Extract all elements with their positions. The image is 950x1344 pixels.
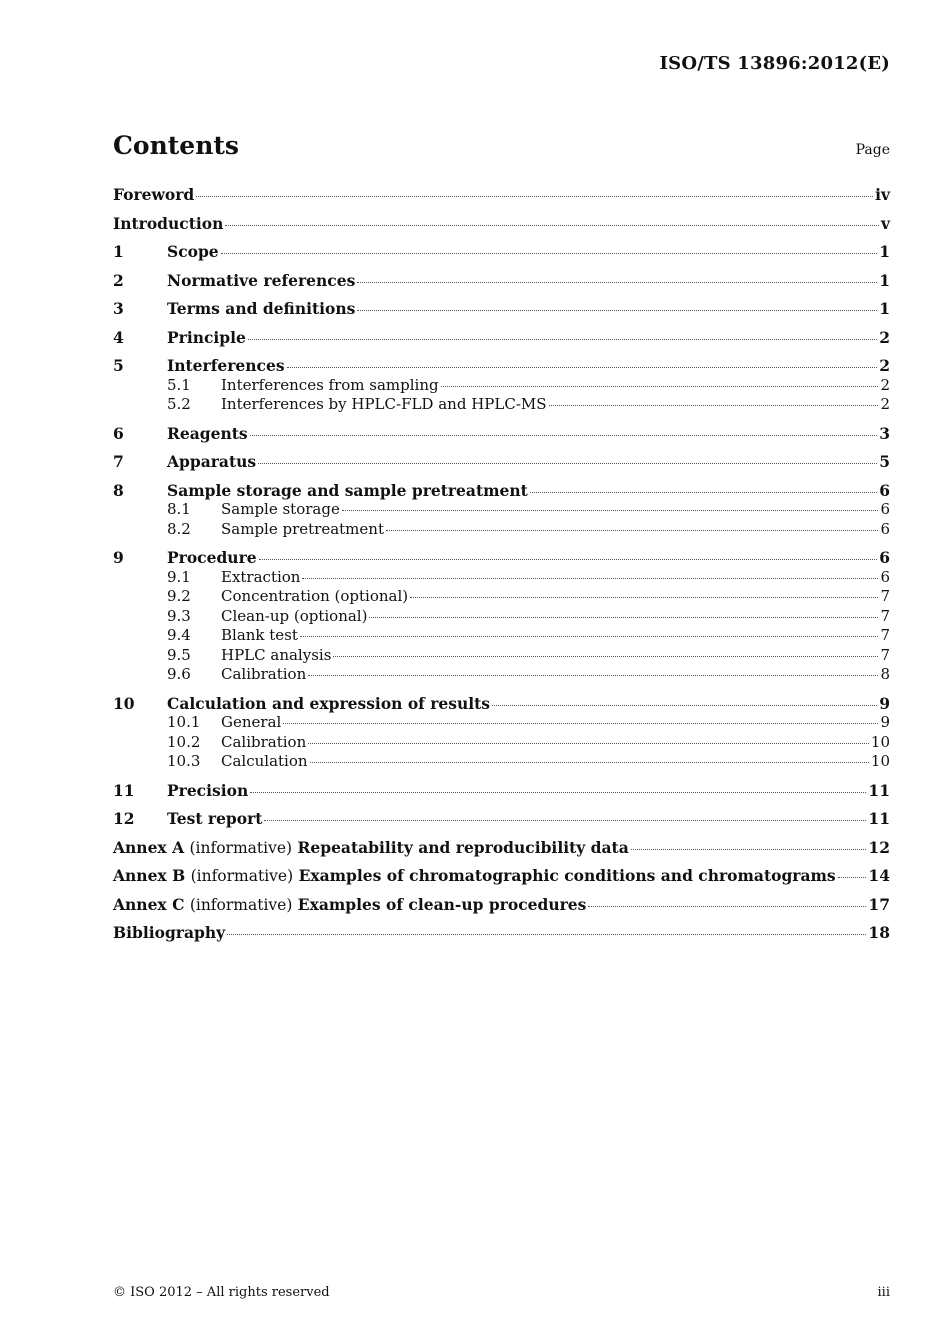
toc-entry-9-1[interactable]: 9.1 Extraction 6 [167, 567, 890, 586]
leader-dots [333, 656, 878, 657]
page-column-label: Page [855, 142, 890, 158]
leader-dots [369, 617, 878, 618]
leader-dots [248, 339, 877, 340]
toc-entry-9-3[interactable]: 9.3 Clean-up (optional) 7 [167, 606, 890, 625]
toc-entry-9[interactable]: 9 Procedure 6 [113, 548, 890, 567]
toc-entry-7[interactable]: 7 Apparatus 5 [113, 452, 890, 471]
toc-entry-annex-b[interactable]: Annex B (informative) Examples of chromatographic conditions and chromatograms 14 [113, 866, 890, 885]
leader-dots [357, 282, 877, 283]
toc-entry-introduction[interactable]: Introduction v [113, 213, 890, 233]
leader-dots [227, 934, 866, 935]
toc-entry-8-2[interactable]: 8.2 Sample pretreatment 6 [167, 519, 890, 538]
leader-dots [410, 597, 878, 598]
leader-dots [225, 225, 879, 226]
leader-dots [300, 636, 879, 637]
leader-dots [549, 405, 879, 406]
leader-dots [264, 820, 866, 821]
leader-dots [492, 705, 877, 706]
leader-dots [308, 743, 869, 744]
toc-entry-12[interactable]: 12 Test report 11 [113, 809, 890, 828]
toc-entry-2[interactable]: 2 Normative references 1 [113, 270, 890, 290]
leader-dots [221, 253, 878, 254]
toc-entry-foreword[interactable]: Foreword iv [113, 185, 890, 204]
toc-entry-9-4[interactable]: 9.4 Blank test 7 [167, 626, 890, 644]
toc-entry-1[interactable]: 1 Scope 1 [113, 242, 890, 261]
toc-entry-10[interactable]: 10 Calculation and expression of results 9 [113, 693, 890, 713]
copyright-notice: © ISO 2012 – All rights reserved [113, 1285, 330, 1300]
table-of-contents [113, 185, 890, 943]
leader-dots [386, 530, 878, 531]
toc-entry-bibliography[interactable]: Bibliography 18 [113, 923, 890, 942]
toc-entry-10-2[interactable]: 10.2 Calibration 10 [167, 732, 890, 751]
leader-dots [196, 196, 873, 197]
toc-entry-10-3[interactable]: 10.3 Calculation 10 [167, 752, 890, 770]
leader-dots [588, 906, 866, 907]
leader-dots [342, 510, 879, 511]
leader-dots [530, 492, 877, 493]
toc-entry-8[interactable]: 8 Sample storage and sample pretreatment 6 [113, 480, 890, 500]
leader-dots [250, 792, 866, 793]
leader-dots [308, 675, 878, 676]
leader-dots [302, 578, 878, 579]
toc-entry-annex-c[interactable]: Annex C (informative) Examples of clean-up procedures 17 [113, 894, 890, 914]
leader-dots [357, 310, 877, 311]
toc-entry-5[interactable]: 5 Interferences 2 [113, 356, 890, 375]
leader-dots [287, 367, 878, 368]
toc-entry-5-1[interactable]: 5.1 Interferences from sampling 2 [167, 375, 890, 394]
leader-dots [283, 723, 878, 724]
leader-dots [631, 849, 867, 850]
leader-dots [838, 877, 867, 878]
toc-entry-5-2[interactable]: 5.2 Interferences by HPLC-FLD and HPLC-MS 2 [167, 395, 890, 413]
page-number: iii [877, 1285, 890, 1300]
toc-entry-6[interactable]: 6 Reagents 3 [113, 423, 890, 443]
toc-entry-3[interactable]: 3 Terms and definitions 1 [113, 299, 890, 318]
toc-entry-10-1[interactable]: 10.1 General 9 [167, 713, 890, 731]
document-id: ISO/TS 13896:2012(E) [659, 53, 890, 74]
toc-entry-9-5[interactable]: 9.5 HPLC analysis 7 [167, 645, 890, 664]
leader-dots [258, 463, 877, 464]
leader-dots [250, 435, 878, 436]
leader-dots [259, 559, 878, 560]
toc-entry-4[interactable]: 4 Principle 2 [113, 327, 890, 347]
toc-entry-9-2[interactable]: 9.2 Concentration (optional) 7 [167, 587, 890, 605]
toc-entry-8-1[interactable]: 8.1 Sample storage 6 [167, 500, 890, 518]
page-title: Contents [113, 131, 240, 160]
toc-entry-annex-a[interactable]: Annex A (informative) Repeatability and reproducibility data 12 [113, 837, 890, 857]
leader-dots [441, 386, 879, 387]
toc-entry-11[interactable]: 11 Precision 11 [113, 780, 890, 800]
leader-dots [310, 762, 869, 763]
toc-entry-9-6[interactable]: 9.6 Calibration 8 [167, 665, 890, 683]
